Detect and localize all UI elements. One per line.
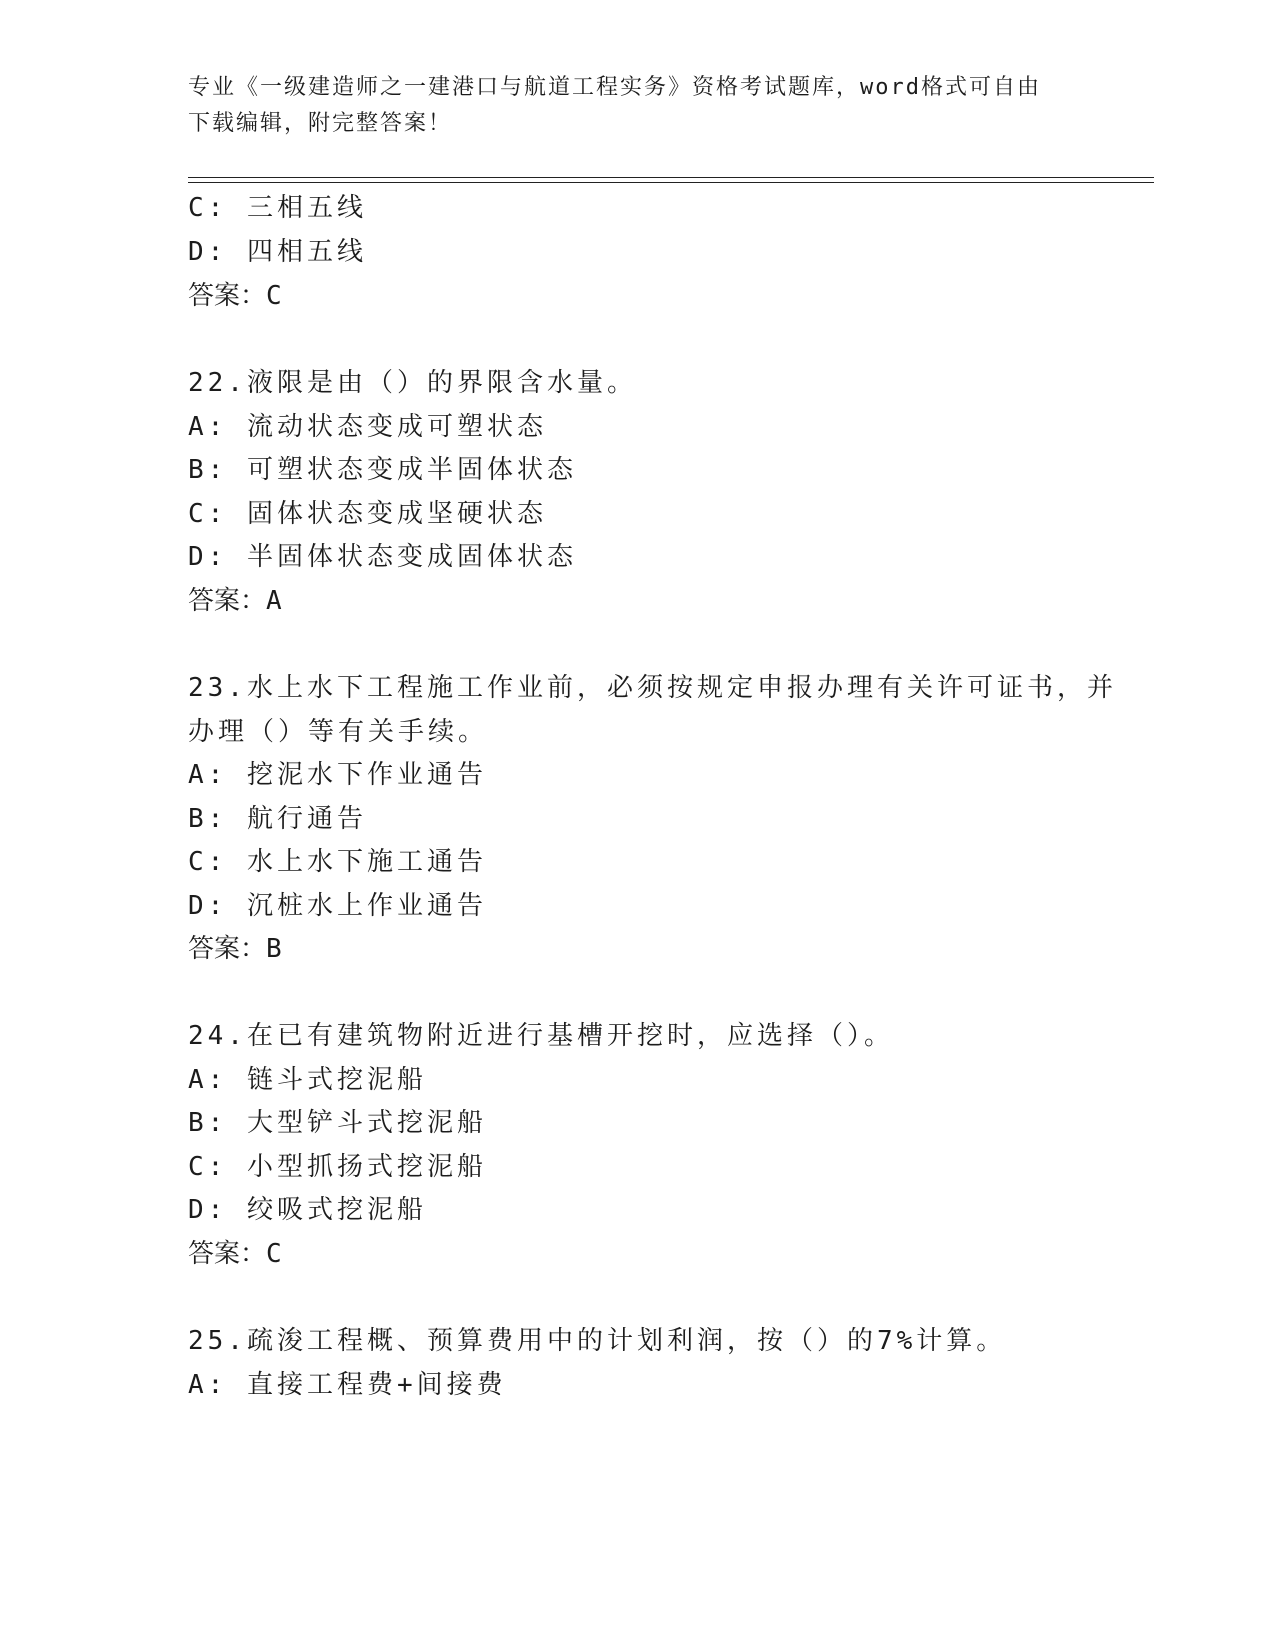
header-line-1: 专业《一级建造师之一建港口与航道工程实务》资格考试题库，word格式可自由 [188,75,1041,100]
answer-label: 答案： [188,281,267,311]
option-a: A: 流动状态变成可塑状态 [188,412,547,442]
question-stem: 25.疏浚工程概、预算费用中的计划利润，按（）的7%计算。 [188,1326,1007,1356]
question-stem: 23.水上水下工程施工作业前，必须按规定申报办理有关许可证书，并 [188,673,1117,703]
option-d: D: 沉桩水上作业通告 [188,891,487,921]
answer-line [188,279,282,313]
option-c: C: 固体状态变成坚硬状态 [188,499,547,529]
question-stem-continued: 办理（）等有关手续。 [188,717,489,747]
option-b: B: 可塑状态变成半固体状态 [188,455,577,485]
answer-value: C [266,1239,282,1269]
answer-line [188,584,282,618]
option-c: C: 小型抓扬式挖泥船 [188,1152,487,1182]
answer-label: 答案： [188,1239,267,1269]
answer-line [188,932,282,966]
answer-value: B [266,934,282,964]
question-stem: 24.在已有建筑物附近进行基槽开挖时，应选择（）。 [188,1021,894,1051]
header-line-2: 下载编辑，附完整答案！ [188,111,453,136]
answer-line [188,1237,282,1271]
option-d: D: 半固体状态变成固体状态 [188,542,577,572]
option-b: B: 大型铲斗式挖泥船 [188,1108,487,1138]
option-d: D: 绞吸式挖泥船 [188,1195,427,1225]
document-header [188,70,1088,142]
header-divider-top [188,177,1154,178]
question-stem: 22.液限是由（）的界限含水量。 [188,368,637,398]
option-a: A: 挖泥水下作业通告 [188,760,487,790]
option-b: B: 航行通告 [188,804,367,834]
answer-value: A [266,586,282,616]
answer-value: C [266,281,282,311]
option-a: A: 链斗式挖泥船 [188,1065,427,1095]
answer-label: 答案： [188,934,267,964]
option-d: D: 四相五线 [188,237,367,267]
answer-label: 答案： [188,586,267,616]
header-divider-bottom [188,182,1154,183]
option-c: C: 水上水下施工通告 [188,847,487,877]
option-c: C: 三相五线 [188,193,367,223]
option-a: A: 直接工程费+间接费 [188,1370,507,1400]
